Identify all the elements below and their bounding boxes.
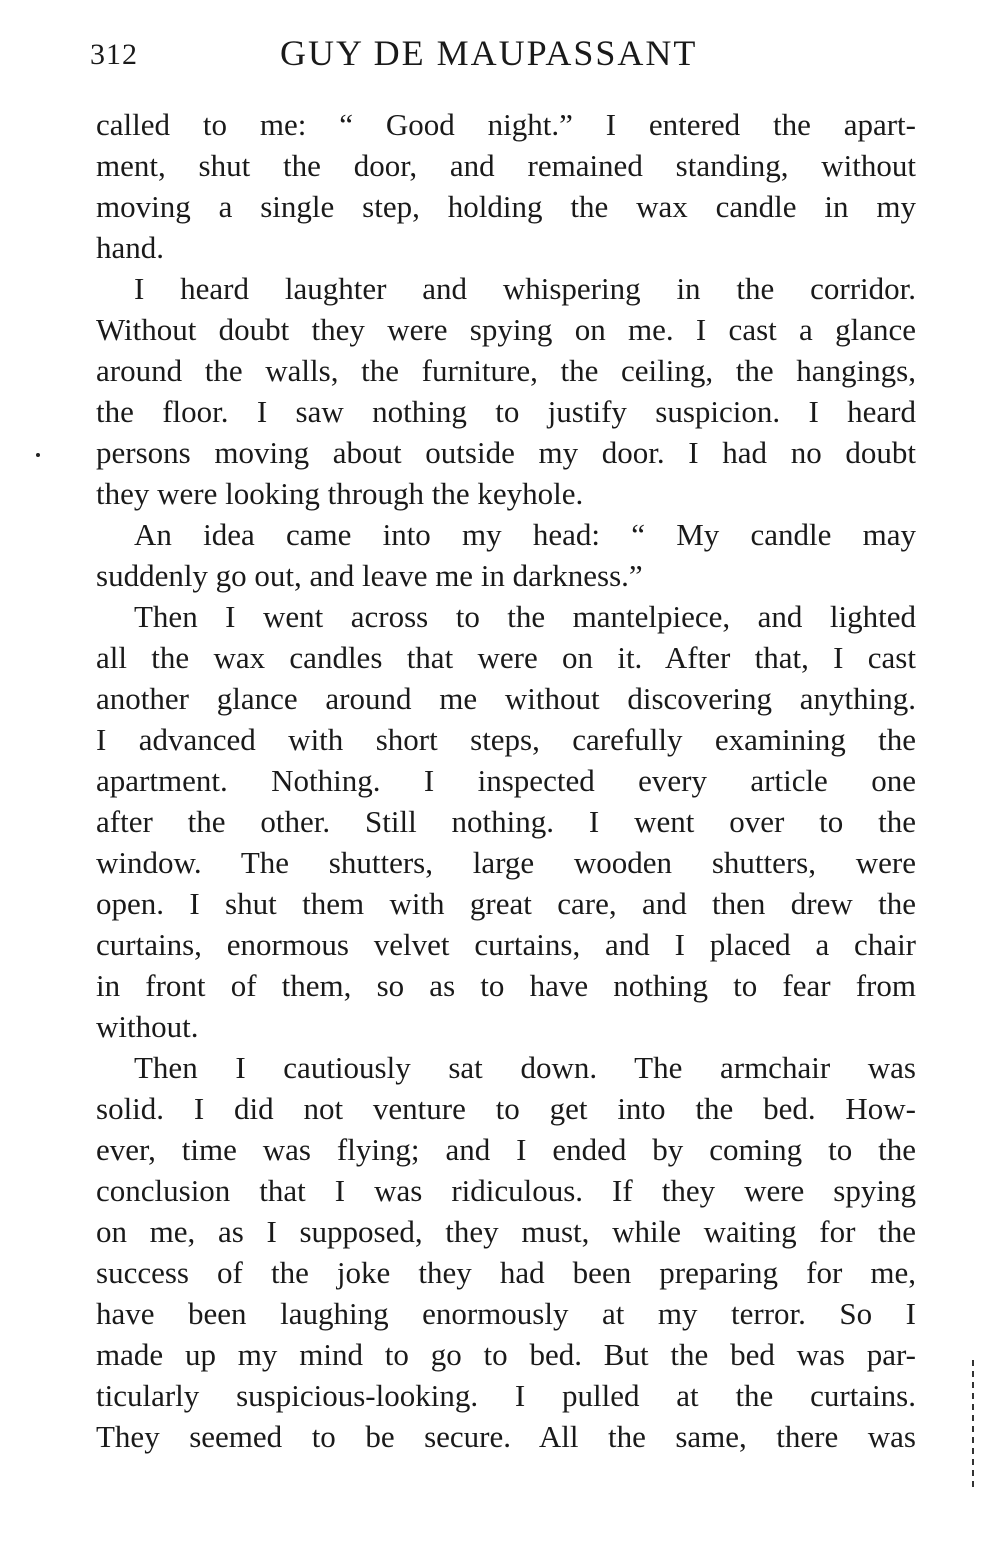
text-line: around the walls, the furniture, the ceiling, the hangings, — [96, 353, 916, 388]
text-line: ticularly suspicious-looking. I pulled at the curtains. — [96, 1378, 916, 1413]
text-line: persons moving about outside my door. I had no doubt — [96, 435, 916, 470]
paragraph-first-line: I heard laughter and whispering in the corridor. — [134, 271, 916, 306]
text-line: conclusion that I was ridiculous. If they were spying — [96, 1173, 916, 1208]
text-line: curtains, enormous velvet curtains, and I placed a chair — [96, 927, 916, 962]
text-line: made up my mind to go to bed. But the bed was par- — [96, 1337, 916, 1372]
scan-edge-mark — [972, 1360, 974, 1490]
page-number: 312 — [90, 38, 138, 71]
text-line: another glance around me without discovering anything. — [96, 681, 916, 716]
text-line: ment, shut the door, and remained standing, without — [96, 148, 916, 183]
text-line: on me, as I supposed, they must, while waiting for the — [96, 1214, 916, 1249]
text-line: in front of them, so as to have nothing to fear from — [96, 968, 916, 1003]
text-line: ever, time was flying; and I ended by coming to the — [96, 1132, 916, 1167]
running-title: GUY DE MAUPASSANT — [280, 33, 698, 73]
paragraph-first-line: Then I went across to the mantelpiece, and lighted — [134, 599, 916, 634]
text-line: all the wax candles that were on it. After that, I cast — [96, 640, 916, 675]
text-line: Without doubt they were spying on me. I cast a glance — [96, 312, 916, 347]
text-line: success of the joke they had been preparing for me, — [96, 1255, 916, 1290]
text-line: after the other. Still nothing. I went over to the — [96, 804, 916, 839]
text-line: have been laughing enormously at my terror. So I — [96, 1296, 916, 1331]
text-line: window. The shutters, large wooden shutters, were — [96, 845, 916, 880]
paragraph-first-line: Then I cautiously sat down. The armchair was — [134, 1050, 916, 1085]
text-line: solid. I did not venture to get into the bed. How- — [96, 1091, 916, 1126]
body-text — [96, 104, 916, 1457]
running-head — [90, 32, 920, 82]
margin-speck — [36, 453, 40, 457]
paragraph-first-line: An idea came into my head: “ My candle may — [134, 517, 916, 552]
text-line: They seemed to be secure. All the same, there was — [96, 1419, 916, 1454]
text-line: I advanced with short steps, carefully examining the — [96, 722, 916, 757]
text-line: the floor. I saw nothing to justify suspicion. I heard — [96, 394, 916, 429]
text-line: apartment. Nothing. I inspected every article one — [96, 763, 916, 798]
text-line: suddenly go out, and leave me in darkness.” — [96, 558, 643, 593]
text-line: without. — [96, 1009, 199, 1044]
text-line: called to me: “ Good night.” I entered the apart- — [96, 107, 916, 142]
text-line: they were looking through the keyhole. — [96, 476, 584, 511]
text-line: moving a single step, holding the wax candle in my — [96, 189, 916, 224]
text-line: open. I shut them with great care, and then drew the — [96, 886, 916, 921]
text-line: hand. — [96, 230, 165, 265]
